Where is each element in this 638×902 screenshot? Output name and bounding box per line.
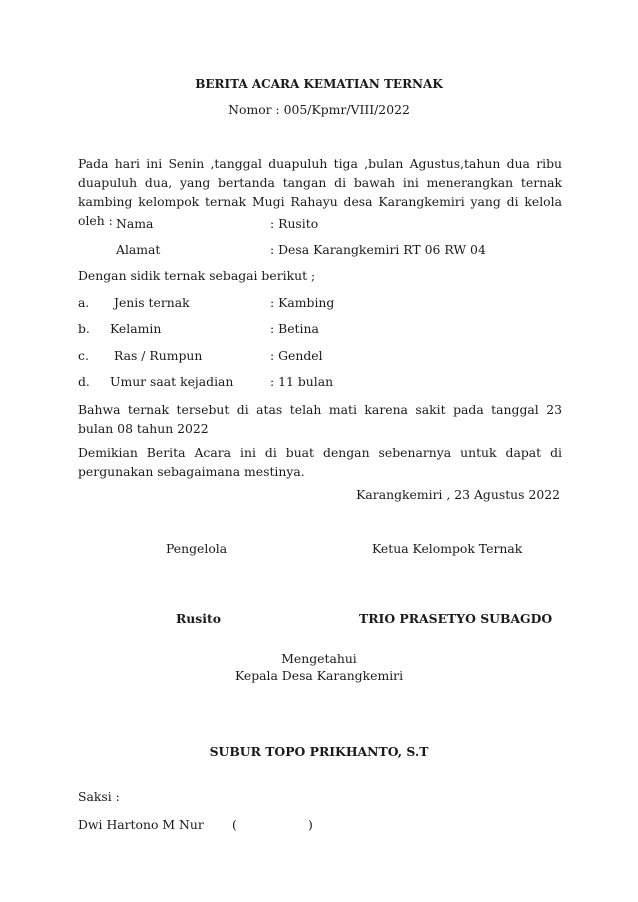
- signer-right-role: Ketua Kelompok Ternak: [372, 541, 523, 556]
- acknowledge-label: Mengetahui: [281, 651, 357, 666]
- field-value: : Desa Karangkemiri RT 06 RW 04: [270, 242, 486, 257]
- list-letter: d.: [78, 374, 90, 389]
- livestock-intro: Dengan sidik ternak sebagai berikut ;: [78, 268, 316, 283]
- signer-left-name: Rusito: [176, 611, 221, 626]
- intro-paragraph: Pada hari ini Senin ,tanggal duapuluh tiga ,bulan Agustus,tahun dua ribu duapuluh dua, yang bertanda tangan di bawah ini menerangkan ternak kambing kelompok ternak Mugi Rahayu desa Karangkemiri yang di kelola oleh :: [78, 156, 562, 228]
- field-label: Alamat: [116, 242, 161, 257]
- list-letter: c.: [78, 348, 89, 363]
- death-statement: Bahwa ternak tersebut di atas telah mati karena sakit pada tanggal 23 bulan 08 tahun 2022: [78, 402, 562, 436]
- signer-right-name: TRIO PRASETYO SUBAGDO: [359, 611, 553, 626]
- signature-close-paren: ): [308, 817, 313, 832]
- signature-open-paren: (: [232, 817, 237, 832]
- field-value: : Kambing: [270, 295, 335, 310]
- witness-label: Saksi :: [78, 789, 120, 804]
- field-value: : Betina: [270, 321, 319, 336]
- field-label: Umur saat kejadian: [110, 374, 234, 389]
- document-number: Nomor : 005/Kpmr/VIII/2022: [228, 102, 410, 117]
- acknowledge-name: SUBUR TOPO PRIKHANTO, S.T: [209, 744, 429, 759]
- signer-left-role: Pengelola: [166, 541, 228, 556]
- field-value: : Gendel: [270, 348, 323, 363]
- field-label: Kelamin: [110, 321, 162, 336]
- field-label: Nama: [116, 216, 154, 231]
- closing-paragraph: Demikian Berita Acara ini di buat dengan sebenarnya untuk dapat di pergunakan sebagaimana mestinya.: [78, 445, 562, 479]
- field-value: : Rusito: [270, 216, 319, 231]
- field-label: Jenis ternak: [114, 295, 190, 310]
- field-value: : 11 bulan: [270, 374, 334, 389]
- field-label: Ras / Rumpun: [114, 348, 203, 363]
- list-letter: b.: [78, 321, 90, 336]
- witness-name: Dwi Hartono M Nur: [78, 817, 204, 832]
- list-letter: a.: [78, 295, 90, 310]
- place-date: Karangkemiri , 23 Agustus 2022: [356, 487, 560, 502]
- acknowledge-role: Kepala Desa Karangkemiri: [234, 668, 404, 683]
- document-title: BERITA ACARA KEMATIAN TERNAK: [195, 77, 443, 91]
